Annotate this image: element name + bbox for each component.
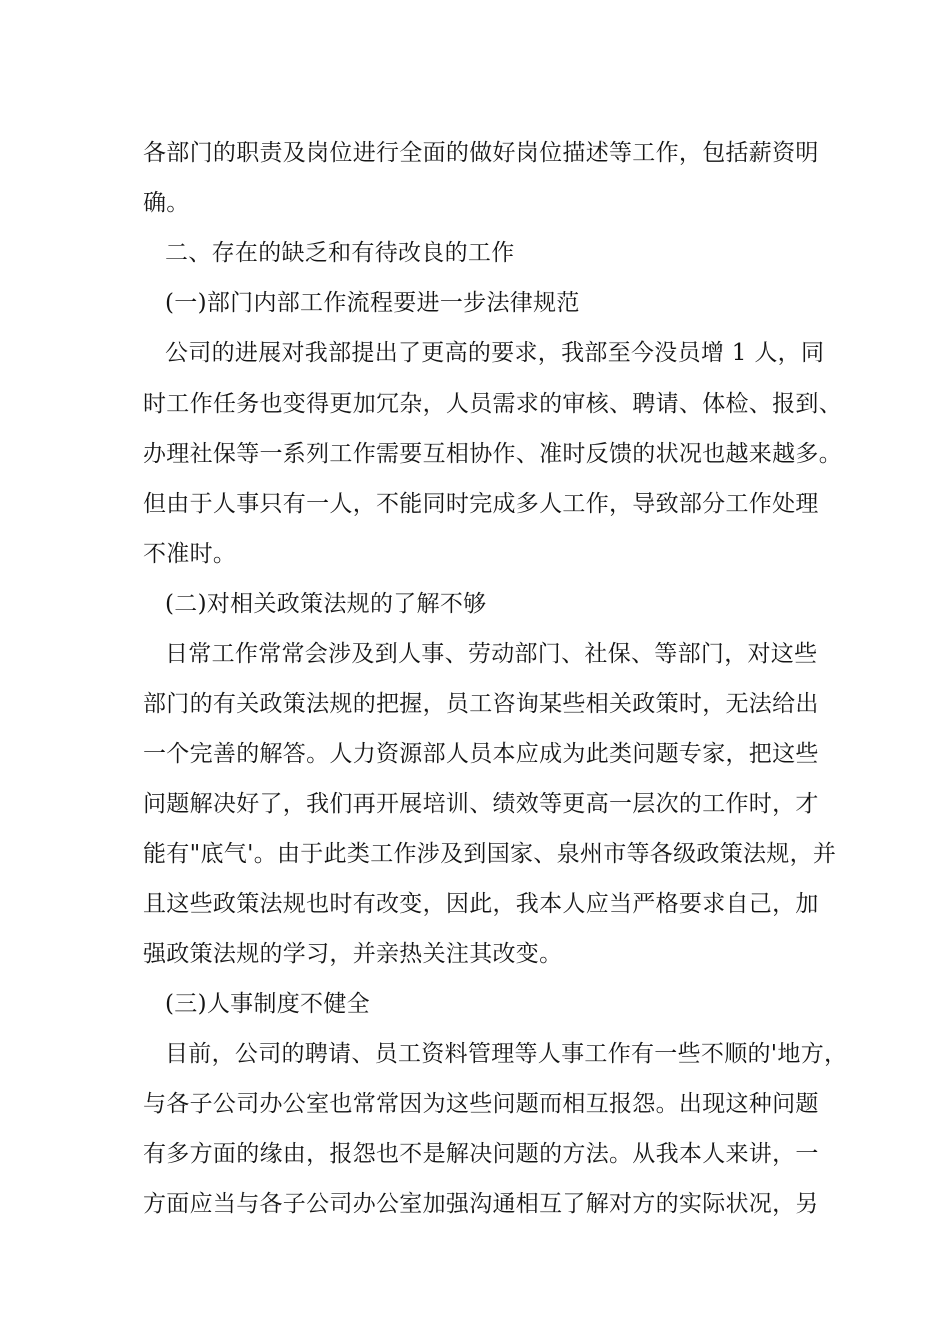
paragraph-line: 能有"底气'。由于此类工作涉及到国家、泉州市等各级政策法规，并 bbox=[143, 841, 837, 867]
paragraph-line: 公司的进展对我部提出了更高的要求，我部至今没员增 1 人，同 bbox=[165, 340, 825, 366]
paragraph-line: 有多方面的缘由，报怨也不是解决问题的方法。从我本人来讲，一 bbox=[143, 1141, 819, 1167]
section-heading: 二、存在的缺乏和有待改良的工作 bbox=[165, 240, 515, 266]
paragraph-line: 时工作任务也变得更加冗杂，人员需求的审核、聘请、体检、报到、 bbox=[143, 391, 842, 417]
paragraph-line: 方面应当与各子公司办公室加强沟通相互了解对方的实际状况，另 bbox=[143, 1191, 819, 1217]
paragraph-line: 办理社保等一系列工作需要互相协作、准时反馈的状况也越来越多。 bbox=[143, 441, 842, 467]
paragraph-line: 强政策法规的学习，并亲热关注其改变。 bbox=[143, 941, 563, 967]
subsection-heading: (一)部门内部工作流程要进一步法律规范 bbox=[165, 290, 580, 316]
paragraph-line: 目前，公司的聘请、员工资料管理等人事工作有一些不顺的'地方， bbox=[165, 1041, 848, 1067]
paragraph-line: 确。 bbox=[143, 190, 190, 216]
paragraph-line: 部门的有关政策法规的把握，员工咨询某些相关政策时，无法给出 bbox=[143, 691, 819, 717]
paragraph-line: 问题解决好了，我们再开展培训、绩效等更高一层次的工作时，才 bbox=[143, 791, 819, 817]
subsection-heading: (二)对相关政策法规的了解不够 bbox=[165, 591, 487, 617]
paragraph-line: 各部门的职责及岗位进行全面的做好岗位描述等工作，包括薪资明 bbox=[143, 140, 819, 166]
paragraph-line: 与各子公司办公室也常常因为这些问题而相互报怨。出现这种问题 bbox=[143, 1091, 819, 1117]
paragraph-line: 但由于人事只有一人，不能同时完成多人工作，导致部分工作处理 bbox=[143, 491, 819, 517]
paragraph-line: 一个完善的解答。人力资源部人员本应成为此类问题专家，把这些 bbox=[143, 741, 819, 767]
paragraph-line: 且这些政策法规也时有改变，因此，我本人应当严格要求自己，加 bbox=[143, 891, 819, 917]
paragraph-line: 日常工作常常会涉及到人事、劳动部门、社保、等部门，对这些 bbox=[165, 641, 818, 667]
paragraph-line: 不准时。 bbox=[143, 541, 237, 567]
subsection-heading: (三)人事制度不健全 bbox=[165, 991, 370, 1017]
